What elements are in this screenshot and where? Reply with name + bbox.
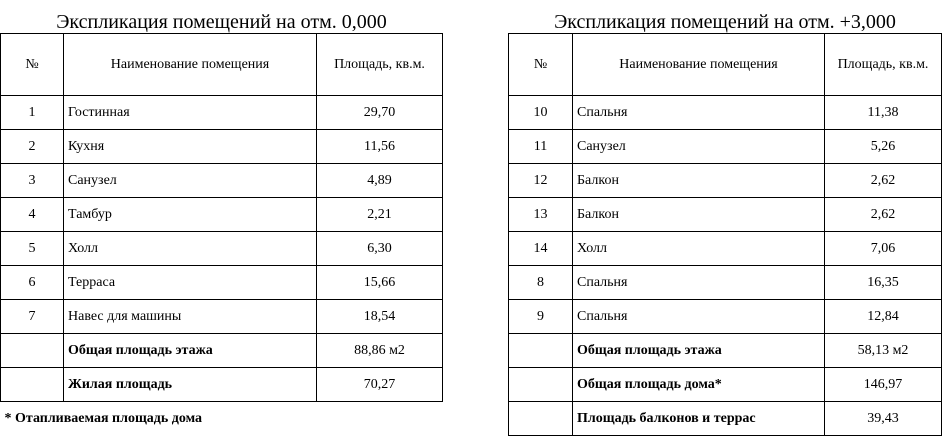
room-area: 7,06 [825, 232, 942, 266]
table-header-row [509, 34, 942, 96]
room-name: Спальня [573, 266, 825, 300]
room-name: Балкон [573, 198, 825, 232]
room-name: Тамбур [64, 198, 317, 232]
header-area: Площадь, кв.м. [825, 34, 942, 96]
total-floor-value: 58,13 м2 [825, 334, 942, 368]
room-name: Терраса [64, 266, 317, 300]
table-row [509, 266, 942, 300]
table-row [1, 232, 443, 266]
table-title: Экспликация помещений на отм. +3,000 [554, 11, 896, 33]
table-row [509, 130, 942, 164]
room-num: 8 [509, 266, 573, 300]
table-row [1, 164, 443, 198]
room-area: 6,30 [317, 232, 443, 266]
table-row [1, 96, 443, 130]
room-name: Санузел [64, 164, 317, 198]
room-area: 4,89 [317, 164, 443, 198]
room-num: 10 [509, 96, 573, 130]
empty-cell [509, 402, 573, 436]
table-header-row [1, 34, 443, 96]
table-row [509, 164, 942, 198]
header-name: Наименование помещения [64, 34, 317, 96]
living-area-row [1, 368, 443, 402]
balconies-value: 39,43 [825, 402, 942, 436]
room-name: Холл [64, 232, 317, 266]
table-row [1, 130, 443, 164]
room-num: 1 [1, 96, 64, 130]
header-num: № [1, 34, 64, 96]
living-area-value: 70,27 [317, 368, 443, 402]
total-floor-row [509, 334, 942, 368]
table-row [509, 96, 942, 130]
room-area: 11,56 [317, 130, 443, 164]
room-num: 3 [1, 164, 64, 198]
total-floor-row [1, 334, 443, 368]
room-area: 11,38 [825, 96, 942, 130]
header-num: № [509, 34, 573, 96]
room-num: 14 [509, 232, 573, 266]
room-num: 13 [509, 198, 573, 232]
room-name: Холл [573, 232, 825, 266]
header-area: Площадь, кв.м. [317, 34, 443, 96]
balconies-row [509, 402, 942, 436]
room-name: Санузел [573, 130, 825, 164]
note-row [1, 402, 443, 436]
room-area: 5,26 [825, 130, 942, 164]
total-house-label: Общая площадь дома* [573, 368, 825, 402]
balconies-label: Площадь балконов и террас [573, 402, 825, 436]
room-area: 12,84 [825, 300, 942, 334]
total-floor-label: Общая площадь этажа [64, 334, 317, 368]
room-area: 2,62 [825, 164, 942, 198]
total-house-value: 146,97 [825, 368, 942, 402]
room-area: 2,21 [317, 198, 443, 232]
room-num: 4 [1, 198, 64, 232]
header-name: Наименование помещения [573, 34, 825, 96]
table-row [1, 300, 443, 334]
room-area: 2,62 [825, 198, 942, 232]
room-name: Навес для машины [64, 300, 317, 334]
room-area: 29,70 [317, 96, 443, 130]
table-row [1, 266, 443, 300]
empty-cell [1, 368, 64, 402]
table-row [509, 198, 942, 232]
empty-cell [1, 334, 64, 368]
table-row [509, 232, 942, 266]
room-num: 2 [1, 130, 64, 164]
total-floor-label: Общая площадь этажа [573, 334, 825, 368]
room-num: 12 [509, 164, 573, 198]
table-title: Экспликация помещений на отм. 0,000 [56, 11, 387, 33]
room-name: Спальня [573, 96, 825, 130]
room-name: Кухня [64, 130, 317, 164]
room-name: Балкон [573, 164, 825, 198]
room-num: 11 [509, 130, 573, 164]
living-area-label: Жилая площадь [64, 368, 317, 402]
table-row [1, 198, 443, 232]
room-num: 7 [1, 300, 64, 334]
room-area: 15,66 [317, 266, 443, 300]
rooms-table [508, 33, 942, 436]
rooms-table [0, 33, 443, 435]
room-area: 18,54 [317, 300, 443, 334]
room-num: 6 [1, 266, 64, 300]
room-name: Гостинная [64, 96, 317, 130]
empty-cell [509, 334, 573, 368]
heated-area-note: * Отапливаемая площадь дома [1, 402, 443, 436]
total-floor-value: 88,86 м2 [317, 334, 443, 368]
room-num: 5 [1, 232, 64, 266]
empty-cell [509, 368, 573, 402]
room-area: 16,35 [825, 266, 942, 300]
total-house-row [509, 368, 942, 402]
room-num: 9 [509, 300, 573, 334]
room-name: Спальня [573, 300, 825, 334]
table-row [509, 300, 942, 334]
